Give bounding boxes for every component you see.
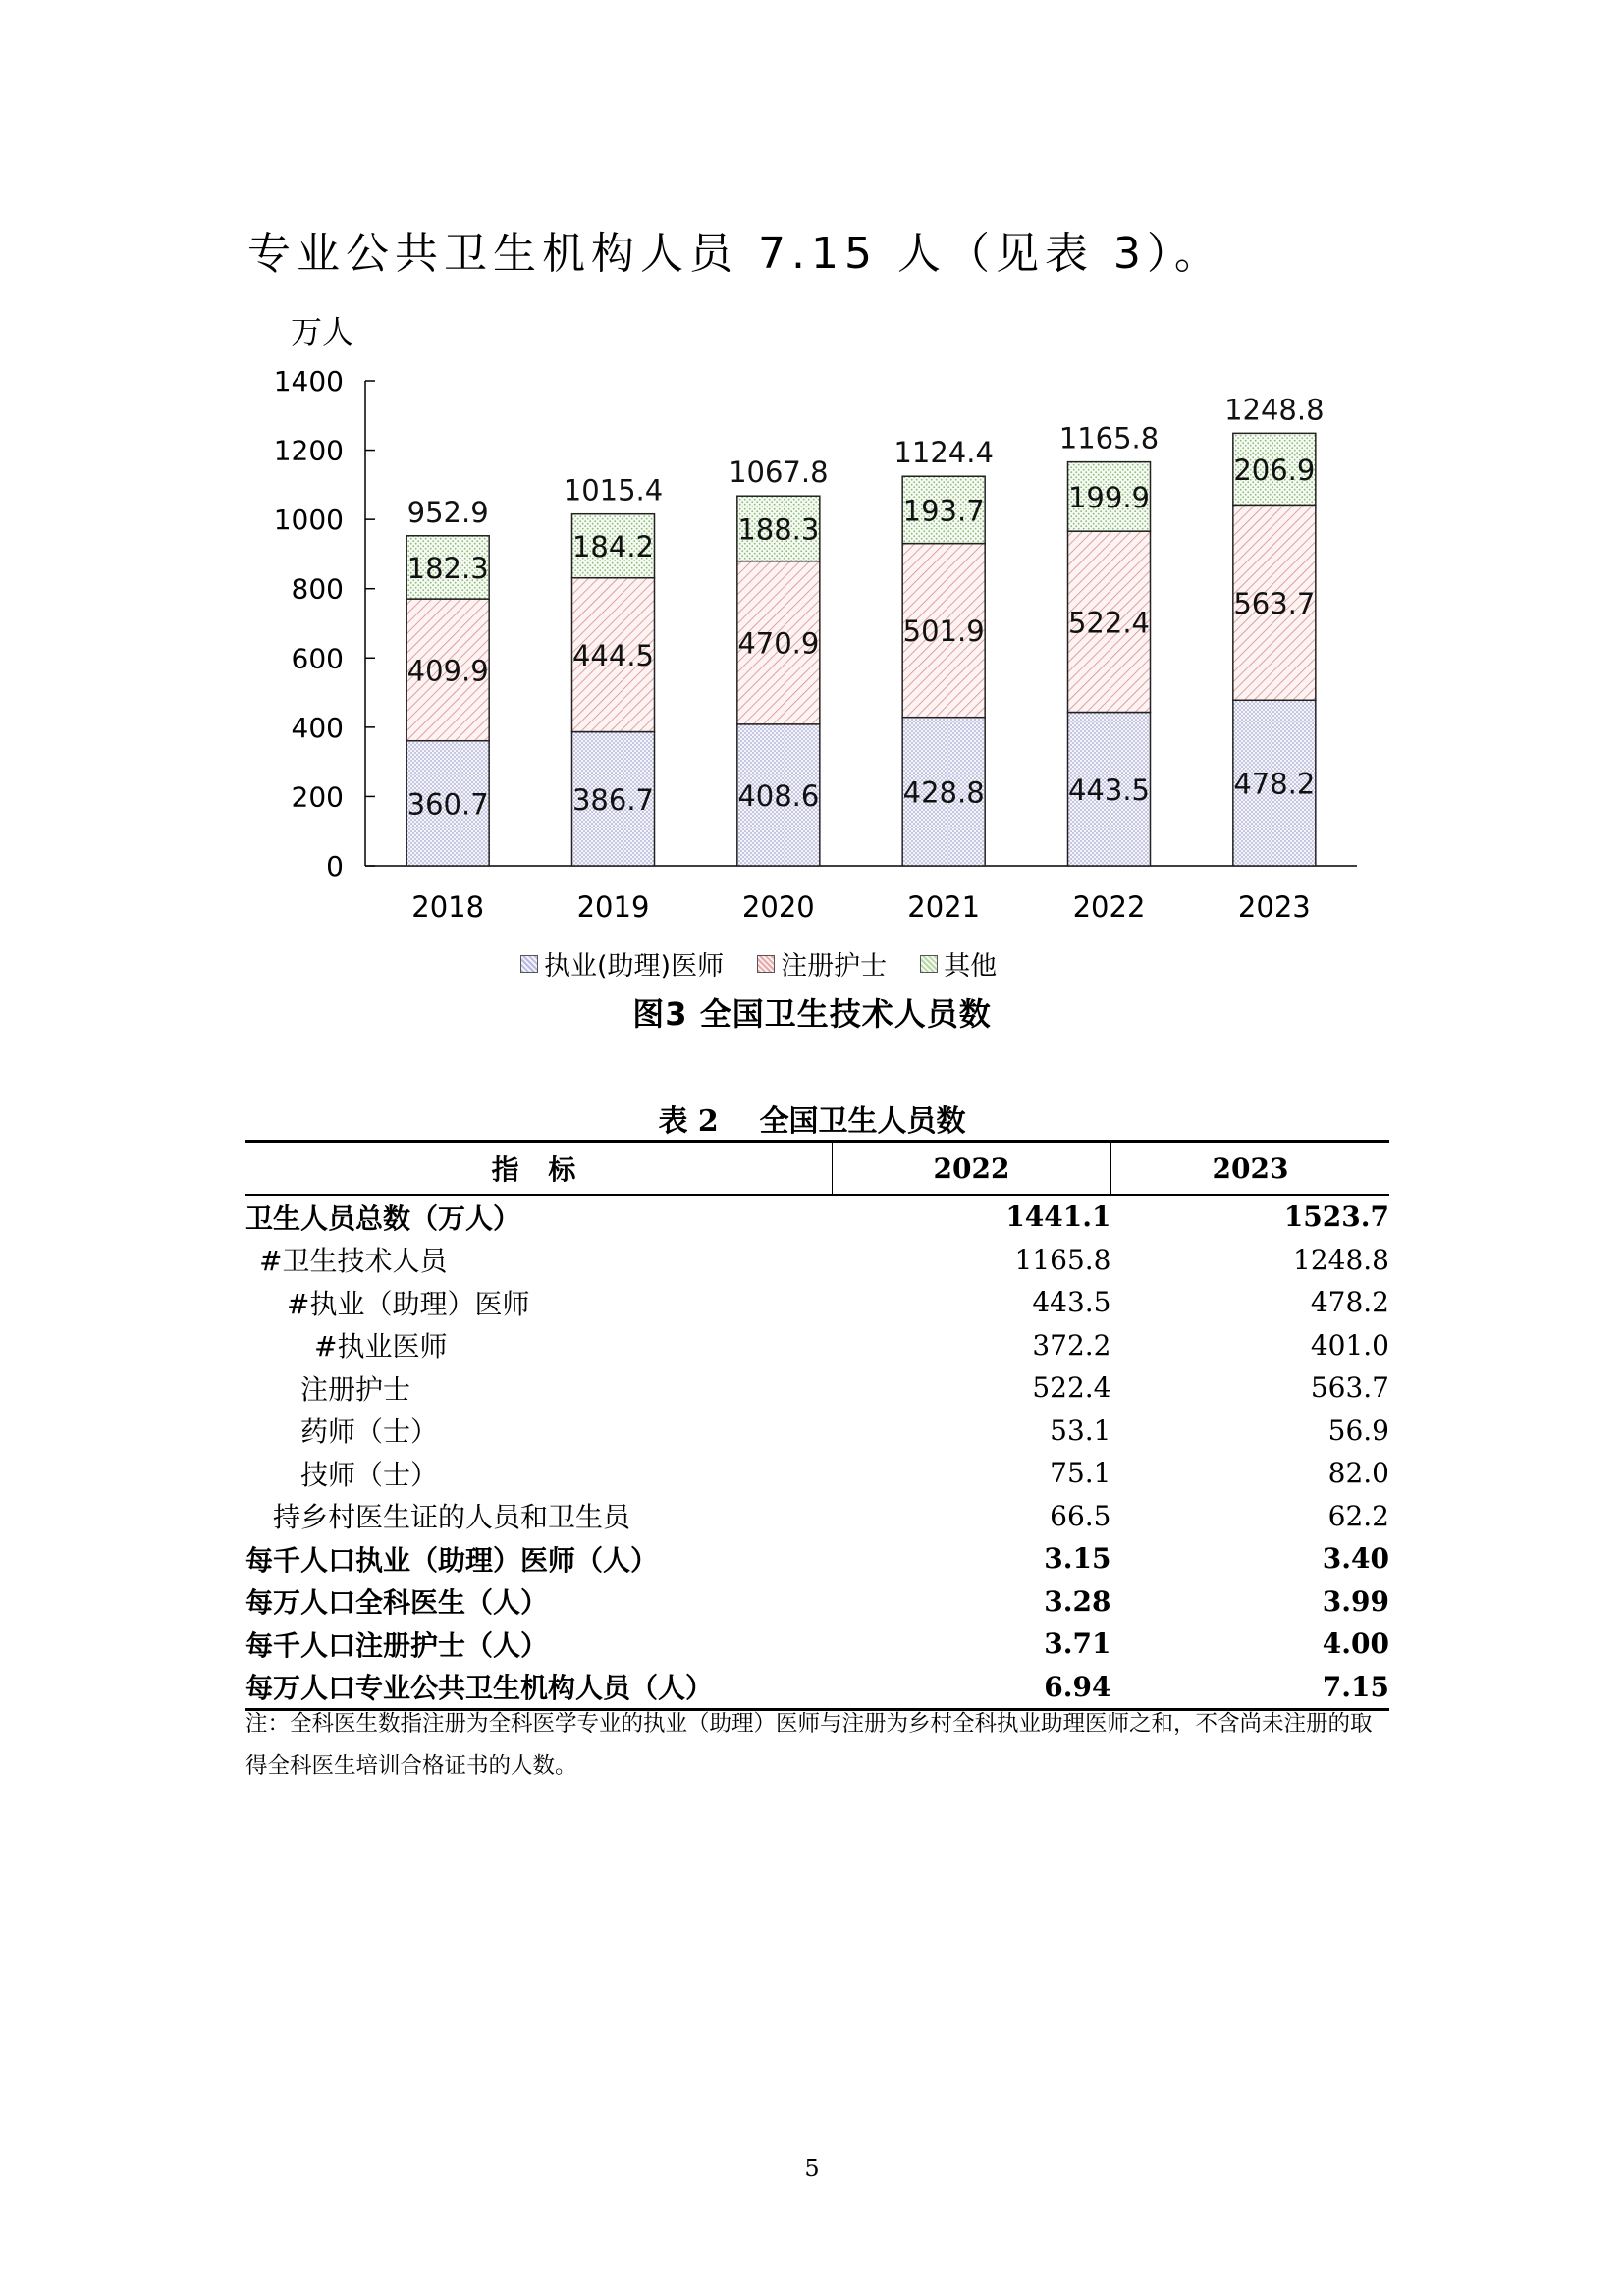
row-value-2022: 372.2 <box>1032 1328 1111 1362</box>
row-value-2022: 3.71 <box>1044 1628 1111 1661</box>
row-label: 卫生人员总数（万人） <box>245 1201 521 1235</box>
row-value-2023: 563.7 <box>1310 1371 1389 1405</box>
table-row <box>245 1495 1389 1538</box>
data-label: 522.4 <box>1067 606 1151 640</box>
page-number: 5 <box>804 2155 820 2182</box>
data-label: 478.2 <box>1233 767 1316 801</box>
table-row <box>245 1410 1389 1453</box>
row-value-2022: 1165.8 <box>1014 1243 1111 1276</box>
header-2023: 2023 <box>1111 1142 1390 1196</box>
y-tick-label: 200 <box>291 780 344 814</box>
row-value-2022: 522.4 <box>1032 1371 1111 1405</box>
total-label: 1165.8 <box>1058 421 1160 455</box>
legend-swatch-nurse <box>757 955 775 973</box>
legend-item-nurse <box>757 944 887 983</box>
total-label: 1124.4 <box>893 436 994 470</box>
data-label: 443.5 <box>1067 773 1151 807</box>
table-row <box>245 1366 1389 1410</box>
row-label: #执业（助理）医师 <box>287 1287 530 1320</box>
legend-swatch-doctor <box>520 955 538 973</box>
data-label: 193.7 <box>902 494 985 528</box>
table-title: 表 2 全国卫生人员数 <box>658 1104 966 1139</box>
x-tick-label: 2019 <box>576 890 650 924</box>
table-row <box>245 1195 1389 1239</box>
y-tick-label: 400 <box>291 711 344 744</box>
row-value-2023: 478.2 <box>1310 1286 1389 1319</box>
table-header-row <box>245 1142 1389 1196</box>
chart-legend <box>520 944 1110 983</box>
row-value-2023: 4.00 <box>1322 1628 1389 1661</box>
data-label: 563.7 <box>1233 586 1316 620</box>
lead-paragraph: 专业公共卫生机构人员 7.15 人（见表 3）。 <box>247 229 1223 279</box>
row-value-2022: 66.5 <box>1050 1499 1111 1532</box>
table-row <box>245 1281 1389 1324</box>
row-value-2023: 3.40 <box>1322 1542 1389 1575</box>
table-note: 注：全科医生数指注册为全科医学专业的执业（助理）医师与注册为乡村全科执业助理医师之和，不含尚未注册的取得全科医生培训合格证书的人数。 <box>245 1711 1373 1779</box>
row-value-2022: 1441.1 <box>1005 1201 1111 1234</box>
stacked-bar-chart <box>0 0 1624 942</box>
header-2022: 2022 <box>833 1142 1111 1196</box>
row-value-2022: 3.15 <box>1044 1542 1111 1575</box>
x-tick-label: 2018 <box>411 890 485 924</box>
y-tick-label: 0 <box>326 850 344 882</box>
table-row <box>245 1239 1389 1282</box>
header-indicator: 指 标 <box>245 1142 833 1196</box>
y-tick-label: 1000 <box>273 504 344 537</box>
x-tick-label: 2020 <box>741 890 815 924</box>
total-label: 1248.8 <box>1224 393 1325 427</box>
data-label: 408.6 <box>737 778 820 813</box>
row-label: 每千人口执业（助理）医师（人） <box>245 1543 659 1576</box>
table-row <box>245 1580 1389 1624</box>
y-tick-label: 600 <box>291 642 344 675</box>
row-value-2022: 443.5 <box>1032 1286 1111 1319</box>
row-value-2022: 75.1 <box>1050 1457 1111 1490</box>
figure-caption: 图3 全国卫生技术人员数 <box>632 995 992 1033</box>
data-label: 409.9 <box>406 654 489 688</box>
data-label: 199.9 <box>1067 480 1151 514</box>
y-tick-label: 1400 <box>273 365 344 398</box>
row-label: 每千人口注册护士（人） <box>245 1629 549 1662</box>
x-tick-label: 2022 <box>1072 890 1146 924</box>
data-label: 184.2 <box>571 530 655 564</box>
row-value-2023: 82.0 <box>1327 1457 1389 1490</box>
row-label: #卫生技术人员 <box>259 1245 448 1278</box>
legend-label-doctor: 执业(助理)医师 <box>544 951 725 982</box>
total-label: 952.9 <box>406 495 489 529</box>
row-value-2023: 1248.8 <box>1293 1243 1389 1276</box>
table-row <box>245 1452 1389 1495</box>
data-label: 360.7 <box>406 787 489 822</box>
data-label: 386.7 <box>571 782 655 817</box>
y-tick-label: 800 <box>291 572 344 606</box>
row-label: 持乡村医生证的人员和卫生员 <box>273 1501 631 1534</box>
data-label: 182.3 <box>406 551 489 585</box>
legend-swatch-other <box>920 955 938 973</box>
row-value-2023: 7.15 <box>1111 1666 1390 1710</box>
legend-label-nurse: 注册护士 <box>781 951 888 982</box>
row-label: 每万人口专业公共卫生机构人员（人） <box>245 1666 833 1710</box>
total-label: 1015.4 <box>563 473 664 507</box>
row-label: 药师（士） <box>300 1415 439 1449</box>
legend-item-other <box>920 944 997 983</box>
total-label: 1067.8 <box>729 455 829 490</box>
row-value-2023: 3.99 <box>1322 1584 1389 1618</box>
x-tick-label: 2023 <box>1237 890 1311 924</box>
personnel-table <box>245 1140 1389 1711</box>
row-value-2022: 6.94 <box>833 1666 1111 1710</box>
table-row <box>245 1623 1389 1666</box>
row-value-2023: 62.2 <box>1327 1499 1389 1532</box>
row-value-2023: 1523.7 <box>1283 1201 1389 1234</box>
data-label: 501.9 <box>902 614 985 649</box>
legend-item-doctor <box>520 944 724 983</box>
legend-label-other: 其他 <box>944 951 998 982</box>
y-axis-label: 万人 <box>291 313 354 350</box>
row-value-2022: 3.28 <box>1044 1584 1111 1618</box>
data-label: 206.9 <box>1233 453 1316 487</box>
data-label: 428.8 <box>902 775 985 810</box>
row-value-2023: 401.0 <box>1310 1328 1389 1362</box>
y-tick-label: 1200 <box>273 434 344 467</box>
data-label: 470.9 <box>737 626 820 661</box>
table-row <box>245 1324 1389 1367</box>
row-label: 技师（士） <box>300 1458 439 1491</box>
data-label: 188.3 <box>737 512 820 547</box>
data-label: 444.5 <box>571 639 655 673</box>
table-row <box>245 1537 1389 1580</box>
x-tick-label: 2021 <box>907 890 981 924</box>
row-label: 注册护士 <box>300 1372 411 1406</box>
row-value-2022: 53.1 <box>1050 1414 1111 1447</box>
row-label: #执业医师 <box>314 1330 448 1363</box>
row-label: 每万人口全科医生（人） <box>245 1586 549 1620</box>
row-value-2023: 56.9 <box>1327 1414 1389 1447</box>
